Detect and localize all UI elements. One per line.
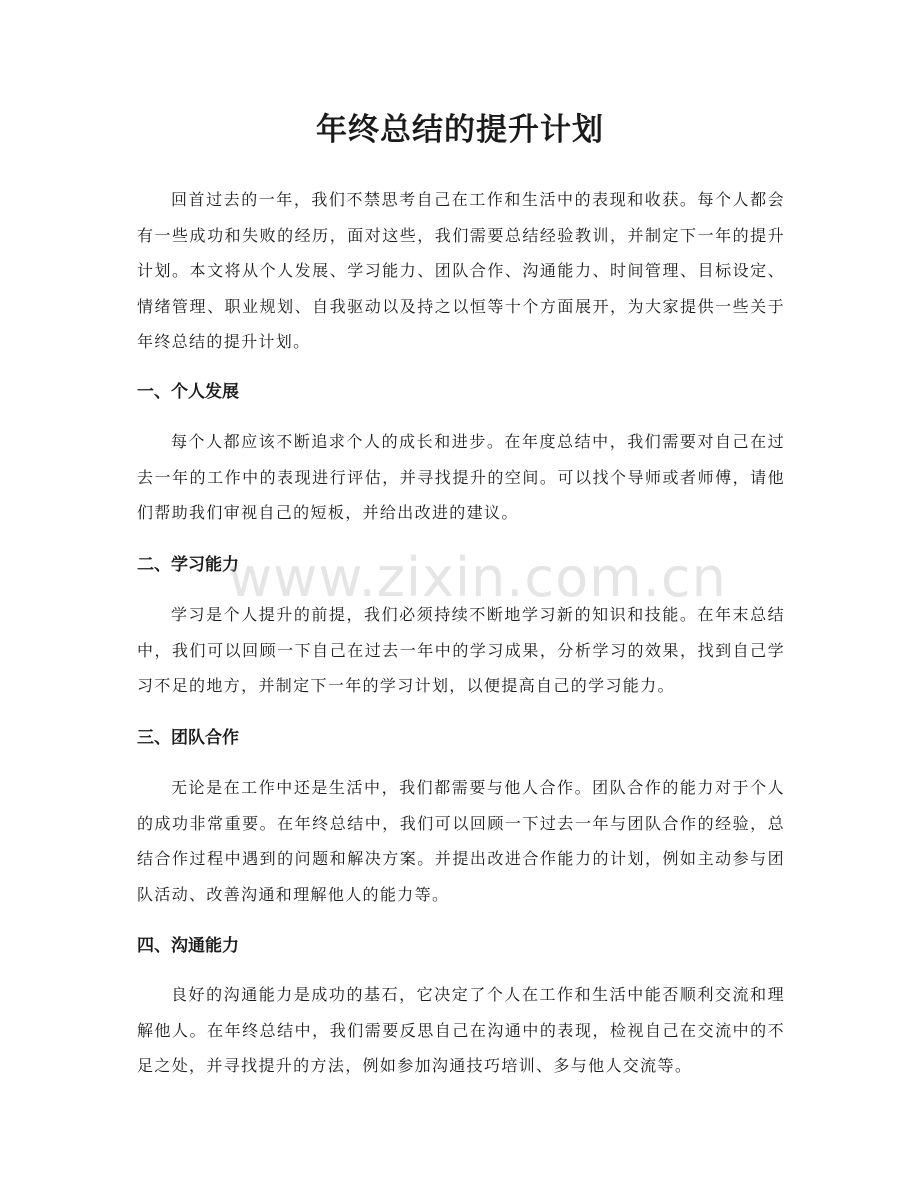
section-heading-3: 三、团队合作 [137,728,239,748]
section-heading-1: 一、个人发展 [137,382,239,402]
section-heading-2: 二、学习能力 [137,555,239,575]
section-body-4: 良好的沟通能力是成功的基石，它决定了个人在工作和生活中能否顺利交流和理解他人。在年终总结中，我们需要反思自己在沟通中的表现，检视自己在交流中的不足之处，并寻找提升的方法，例如参加沟通技巧培训、多与他人交流等。 [137,985,785,1075]
watermark-text: www.zixin.com.cn [228,546,727,609]
section-body-3: 无论是在工作中还是生活中，我们都需要与他人合作。团队合作的能力对于个人的成功非常重要。在年终总结中，我们可以回顾一下过去一年与团队合作的经验，总结合作过程中遇到的问题和解决方案。并提出改进合作能力的计划，例如主动参与团队活动、改善沟通和理解他人的能力等。 [137,778,785,904]
section-heading-4: 四、沟通能力 [137,936,239,956]
document-title: 年终总结的提升计划 [316,112,604,148]
section-body-1: 每个人都应该不断追求个人的成长和进步。在年度总结中，我们需要对自己在过去一年的工作中的表现进行评估，并寻找提升的空间。可以找个导师或者师傅，请他们帮助我们审视自己的短板，并给出改进的建议。 [137,432,785,522]
intro-paragraph: 回首过去的一年，我们不禁思考自己在工作和生活中的表现和收获。每个人都会有一些成功和失败的经历，面对这些，我们需要总结经验教训，并制定下一年的提升计划。本文将从个人发展、学习能力、团队合作、沟通能力、时间管理、目标设定、情绪管理、职业规划、自我驱动以及持之以恒等十个方面展开，为大家提供一些关于年终总结的提升计划。 [137,190,785,351]
section-body-2: 学习是个人提升的前提，我们必须持续不断地学习新的知识和技能。在年末总结中，我们可以回顾一下自己在过去一年中的学习成果，分析学习的效果，找到自己学习不足的地方，并制定下一年的学习计划，以便提高自己的学习能力。 [137,605,785,695]
